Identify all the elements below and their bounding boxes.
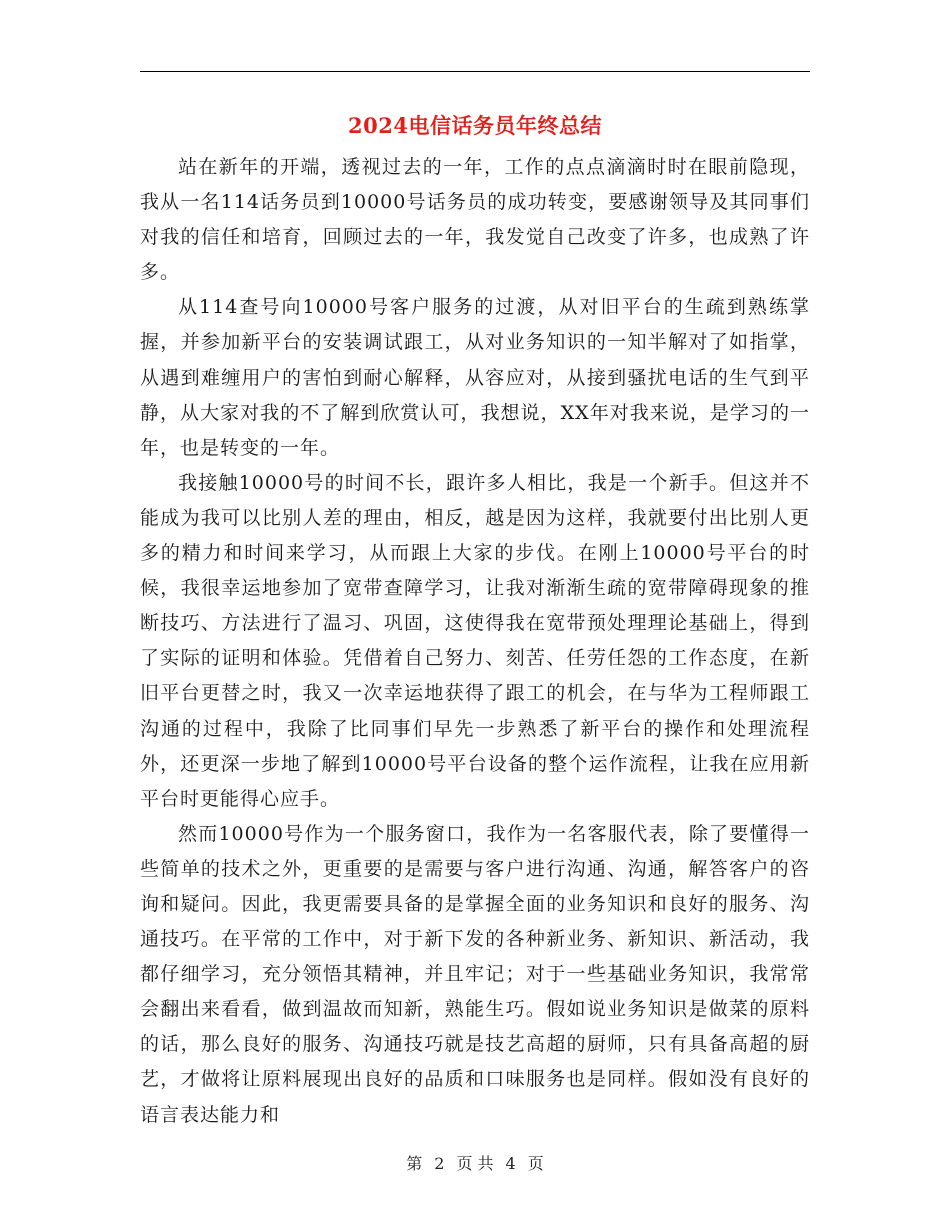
paragraph-2: 从114查号向10000号客户服务的过渡，从对旧平台的生疏到熟练掌握，并参加新平台的安装调试跟工，从对业务知识的一知半解对了如指掌，从遇到难缠用户的害怕到耐心解释，从容应对，从接到骚扰电话的生气到平静，从大家对我的不了解到欣赏认可，我想说，XX年对我来说，是学习的一年，也是转变的一年。 — [140, 296, 810, 459]
paragraph-3: 我接触10000号的时间不长，跟许多人相比，我是一个新手。但这并不能成为我可以比别人差的理由，相反，越是因为这样，我就要付出比别人更多的精力和时间来学习，从而跟上大家的步伐。在刚上10000号平台的时候，我很幸运地参加了宽带查障学习，让我对渐渐生疏的宽带障碍现象的推断技巧、方法进行了温习、巩固，这使得我在宽带预处理理论基础上，得到了实际的证明和体验。凭借着自己努力、刻苦、任劳任怨的工作态度，在新旧平台更替之时，我又一次幸运地获得了跟工的机会，在与华为工程师跟工沟通的过程中，我除了比同事们早先一步熟悉了新平台的操作和处理流程外，还更深一步地了解到10000号平台设备的整个运作流程，让我在应用新平台时更能得心应手。 — [140, 471, 810, 810]
footer-current-page: 2 — [434, 1154, 445, 1173]
footer-prefix: 第 — [406, 1154, 423, 1173]
footer-total-pages: 4 — [505, 1154, 516, 1173]
document-body — [140, 150, 810, 1133]
footer-middle: 页 共 — [456, 1154, 494, 1173]
header-rule — [140, 71, 810, 72]
paragraph-1: 站在新年的开端，透视过去的一年，工作的点点滴滴时时在眼前隐现，我从一名114话务员到10000号话务员的成功转变，要感谢领导及其同事们对我的信任和培育，回顾过去的一年，我发觉自己改变了许多，也成熟了许多。 — [140, 156, 810, 284]
document-title: 2024电信话务员年终总结 — [348, 113, 602, 138]
footer-suffix: 页 — [527, 1154, 544, 1173]
page-footer — [0, 1152, 950, 1176]
paragraph-4: 然而10000号作为一个服务窗口，我作为一名客服代表，除了要懂得一些简单的技术之外，更重要的是需要与客户进行沟通、沟通，解答客户的咨询和疑问。因此，我更需要具备的是掌握全面的业务知识和良好的服务、沟通技巧。在平常的工作中，对于新下发的各种新业务、新知识、新活动，我都仔细学习，充分领悟其精神，并且牢记；对于一些基础业务知识，我常常会翻出来看看，做到温故而知新，熟能生巧。假如说业务知识是做菜的原料的话，那么良好的服务、沟通技巧就是技艺高超的厨师，只有具备高超的厨艺，才做将让原料展现出良好的品质和口味服务也是同样。假如没有良好的语言表达能力和 — [140, 822, 810, 1126]
